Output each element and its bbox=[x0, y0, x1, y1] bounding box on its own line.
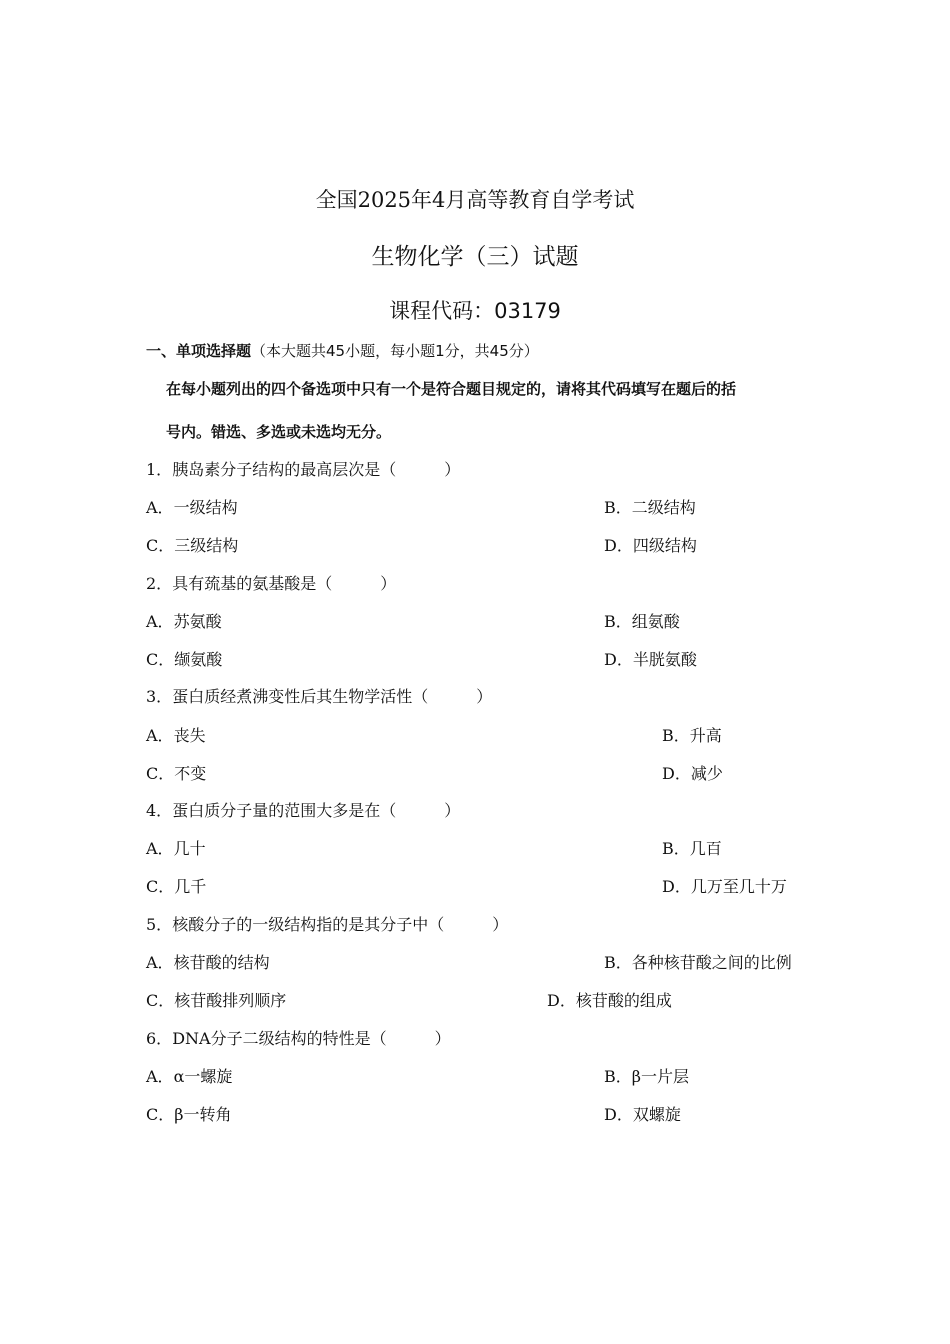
question-4-stem bbox=[146, 798, 460, 821]
option-text: 核苷酸排列顺序 bbox=[174, 991, 287, 1010]
question-number: 3． bbox=[146, 687, 173, 706]
question-2-option-a bbox=[146, 609, 222, 632]
question-1-option-c bbox=[146, 533, 238, 556]
option-letter: D． bbox=[604, 536, 633, 555]
question-text: 胰岛素分子结构的最高层次是（ ） bbox=[172, 460, 461, 479]
option-text: β一片层 bbox=[631, 1067, 690, 1086]
question-6-option-b bbox=[604, 1064, 689, 1087]
question-1-option-d bbox=[604, 533, 697, 556]
question-2-option-b bbox=[604, 609, 680, 632]
question-number: 5． bbox=[146, 915, 173, 934]
option-letter: C． bbox=[146, 1105, 175, 1124]
option-text: 三级结构 bbox=[174, 536, 239, 555]
option-text: 苏氨酸 bbox=[173, 612, 222, 631]
option-letter: A． bbox=[146, 953, 174, 972]
question-6-option-d bbox=[604, 1102, 681, 1125]
question-2-option-c bbox=[146, 647, 222, 670]
question-4-option-d bbox=[662, 874, 787, 897]
question-3-option-d bbox=[662, 761, 723, 784]
question-6-option-a bbox=[146, 1064, 232, 1087]
question-text: 核酸分子的一级结构指的是其分子中（ ） bbox=[172, 915, 509, 934]
instruction-line-2: 号内。错选、多选或未选均无分。 bbox=[166, 423, 392, 441]
question-4-option-a bbox=[146, 836, 206, 859]
option-letter: B． bbox=[662, 726, 690, 745]
option-text: 几万至几十万 bbox=[690, 877, 787, 896]
option-text: 各种核苷酸之间的比例 bbox=[631, 953, 792, 972]
option-letter: B． bbox=[604, 1067, 632, 1086]
option-text: 四级结构 bbox=[632, 536, 697, 555]
question-6-stem bbox=[146, 1026, 451, 1049]
option-text: 双螺旋 bbox=[632, 1105, 681, 1124]
question-text: 蛋白质分子量的范围大多是在（ ） bbox=[172, 801, 461, 820]
option-letter: A． bbox=[146, 1067, 174, 1086]
section-heading bbox=[146, 340, 539, 361]
question-3-option-a bbox=[146, 723, 206, 746]
option-text: 不变 bbox=[174, 764, 207, 783]
option-letter: C． bbox=[146, 991, 175, 1010]
option-letter: B． bbox=[604, 498, 632, 517]
option-letter: B． bbox=[662, 839, 690, 858]
option-text: 减少 bbox=[690, 764, 723, 783]
option-text: 一级结构 bbox=[173, 498, 238, 517]
option-letter: D． bbox=[604, 1105, 633, 1124]
option-letter: A． bbox=[146, 612, 174, 631]
option-text: 缬氨酸 bbox=[174, 650, 223, 669]
option-letter: C． bbox=[146, 877, 175, 896]
option-text: 核苷酸的结构 bbox=[173, 953, 270, 972]
option-letter: C． bbox=[146, 536, 175, 555]
question-6-option-c bbox=[146, 1102, 232, 1125]
option-letter: A． bbox=[146, 726, 174, 745]
option-letter: D． bbox=[662, 877, 691, 896]
option-text: 核苷酸的组成 bbox=[575, 991, 672, 1010]
question-number: 2． bbox=[146, 574, 173, 593]
question-5-option-b bbox=[604, 950, 792, 973]
question-text: DNA分子二级结构的特性是（ ） bbox=[172, 1029, 451, 1048]
question-4-option-b bbox=[662, 836, 722, 859]
question-1-option-a bbox=[146, 495, 238, 518]
question-number: 6． bbox=[146, 1029, 173, 1048]
question-2-stem bbox=[146, 571, 396, 594]
option-text: 几十 bbox=[173, 839, 206, 858]
option-letter: B． bbox=[604, 953, 632, 972]
option-text: 几百 bbox=[689, 839, 722, 858]
question-4-option-c bbox=[146, 874, 206, 897]
option-text: 二级结构 bbox=[631, 498, 696, 517]
question-3-option-c bbox=[146, 761, 206, 784]
question-5-option-d bbox=[547, 988, 672, 1011]
course-code: 课程代码：03179 bbox=[389, 299, 561, 323]
question-number: 1． bbox=[146, 460, 173, 479]
question-5-option-a bbox=[146, 950, 270, 973]
question-5-stem bbox=[146, 912, 508, 935]
option-letter: D． bbox=[604, 650, 633, 669]
option-text: 几千 bbox=[174, 877, 207, 896]
question-text: 蛋白质经煮沸变性后其生物学活性（ ） bbox=[172, 687, 493, 706]
option-letter: D． bbox=[547, 991, 576, 1010]
subject-title: 生物化学（三）试题 bbox=[371, 244, 579, 270]
question-3-option-b bbox=[662, 723, 722, 746]
option-letter: C． bbox=[146, 764, 175, 783]
question-5-option-c bbox=[146, 988, 286, 1011]
question-2-option-d bbox=[604, 647, 697, 670]
section-title: 一、单项选择题 bbox=[146, 342, 252, 360]
exam-title: 全国2025年4月高等教育自学考试 bbox=[315, 188, 635, 212]
question-1-stem bbox=[146, 457, 460, 480]
question-number: 4． bbox=[146, 801, 173, 820]
option-letter: A． bbox=[146, 839, 174, 858]
option-letter: B． bbox=[604, 612, 632, 631]
question-text: 具有巯基的氨基酸是（ ） bbox=[172, 574, 397, 593]
question-1-option-b bbox=[604, 495, 696, 518]
instruction-line-1: 在每小题列出的四个备选项中只有一个是符合题目规定的，请将其代码填写在题后的括 bbox=[166, 380, 737, 398]
section-note: （本大题共45小题，每小题1分，共45分） bbox=[251, 342, 539, 360]
option-text: 升高 bbox=[689, 726, 722, 745]
option-text: 组氨酸 bbox=[631, 612, 680, 631]
option-text: β一转角 bbox=[174, 1105, 232, 1124]
option-text: 半胱氨酸 bbox=[632, 650, 697, 669]
option-text: 丧失 bbox=[173, 726, 206, 745]
option-letter: D． bbox=[662, 764, 691, 783]
option-text: α一螺旋 bbox=[173, 1067, 233, 1086]
option-letter: C． bbox=[146, 650, 175, 669]
question-3-stem bbox=[146, 684, 492, 707]
option-letter: A． bbox=[146, 498, 174, 517]
